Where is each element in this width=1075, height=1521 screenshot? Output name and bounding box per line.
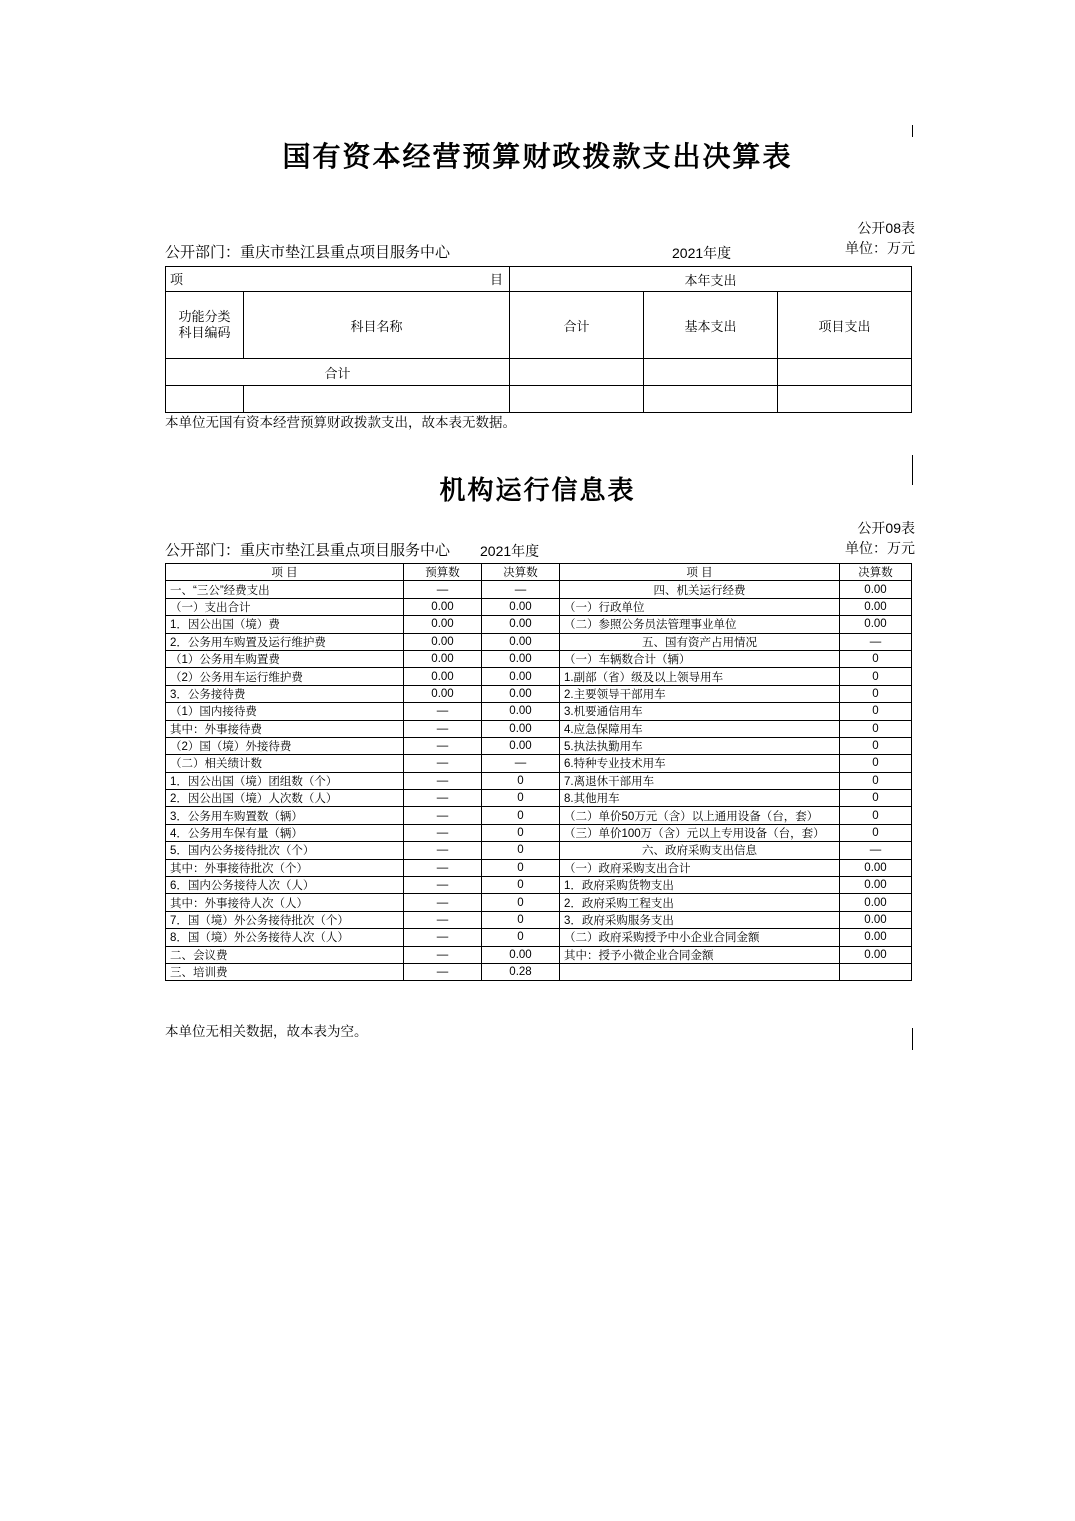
header-col-code: 功能分类 科目编码	[166, 292, 244, 359]
section1-year: 2021年度	[672, 245, 732, 261]
row-budget-value: —	[404, 703, 482, 720]
header-col-project: 项目支出	[778, 292, 912, 359]
row-left-label: 三、培训费	[166, 963, 404, 980]
row-left-label: 3．公务接待费	[166, 685, 404, 702]
header-item-left: 项	[170, 272, 184, 287]
header-item-left: 项 目	[166, 564, 404, 581]
row-right-label: 四、机关运行经费	[560, 581, 840, 598]
row-right-label: 6.特种专业技术用车	[560, 755, 840, 772]
row-final-value: 0.00	[482, 685, 560, 702]
row-final-value: 0.00	[482, 737, 560, 754]
table-row	[166, 859, 912, 876]
row-right-final-value: —	[840, 842, 912, 859]
row-right-label: （一）政府采购支出合计	[560, 859, 840, 876]
empty-cell-name	[244, 386, 510, 413]
row-right-final-value	[840, 963, 912, 980]
row-budget-value: —	[404, 963, 482, 980]
table-row	[166, 685, 912, 702]
header-col-total: 合计	[510, 292, 644, 359]
section1-note: 本单位无国有资本经营预算财政拨款支出，故本表无数据。	[165, 415, 516, 430]
row-final-value: 0	[482, 894, 560, 911]
table-row	[166, 616, 912, 633]
row-right-final-value: 0	[840, 703, 912, 720]
empty-cell-project	[778, 386, 912, 413]
total-row-project	[778, 359, 912, 386]
section1-title: 国有资本经营预算财政拨款支出决算表	[282, 141, 793, 172]
row-left-label: （二）相关绩计数	[166, 755, 404, 772]
row-left-label: （2）公务用车运行维护费	[166, 668, 404, 685]
row-right-label: 8.其他用车	[560, 790, 840, 807]
row-right-final-value: 0.00	[840, 946, 912, 963]
table-row	[166, 650, 912, 667]
empty-cell-code	[166, 386, 244, 413]
row-left-label: （1）国内接待费	[166, 703, 404, 720]
header-budget: 预算数	[404, 564, 482, 581]
row-left-label: 2．因公出国（境）人次数（人）	[166, 790, 404, 807]
table-row	[166, 929, 912, 946]
row-final-value: 0.00	[482, 633, 560, 650]
row-right-label: （二）参照公务员法管理事业单位	[560, 616, 840, 633]
row-right-final-value: 0.00	[840, 877, 912, 894]
row-right-label: 2．政府采购工程支出	[560, 894, 840, 911]
row-right-final-value: 0.00	[840, 598, 912, 615]
row-left-label: 3．公务用车购置数（辆）	[166, 807, 404, 824]
row-right-final-value: 0.00	[840, 929, 912, 946]
row-right-final-value: 0	[840, 807, 912, 824]
table-row	[166, 894, 912, 911]
row-final-value: 0	[482, 859, 560, 876]
row-right-final-value: 0	[840, 650, 912, 667]
row-right-label: 4.应急保障用车	[560, 720, 840, 737]
row-budget-value: —	[404, 894, 482, 911]
table-row	[166, 633, 912, 650]
table-header-row	[166, 564, 912, 581]
row-left-label: （一）支出合计	[166, 598, 404, 615]
empty-cell-total	[510, 386, 644, 413]
table-row	[166, 877, 912, 894]
row-right-final-value: 0	[840, 737, 912, 754]
header-item-right: 项 目	[560, 564, 840, 581]
table-state-capital-budget	[165, 266, 912, 413]
header-col-basic: 基本支出	[644, 292, 778, 359]
row-right-label: 2.主要领导干部用车	[560, 685, 840, 702]
row-right-label: （三）单价100万（含）元以上专用设备（台，套）	[560, 824, 840, 841]
row-left-label: 其中：外事接待人次（人）	[166, 894, 404, 911]
row-left-label: 6．国内公务接待人次（人）	[166, 877, 404, 894]
table-row	[166, 737, 912, 754]
section2-year: 2021年度	[480, 543, 540, 559]
row-budget-value: —	[404, 946, 482, 963]
row-right-label: 其中：授予小微企业合同金额	[560, 946, 840, 963]
row-final-value: 0	[482, 772, 560, 789]
row-left-label: 二、会议费	[166, 946, 404, 963]
row-budget-value: 0.00	[404, 685, 482, 702]
row-final-value: 0.00	[482, 720, 560, 737]
row-right-label: 3．政府采购服务支出	[560, 911, 840, 928]
table-row	[166, 359, 912, 386]
table-row	[166, 963, 912, 980]
row-budget-value: —	[404, 929, 482, 946]
table-agency-operation-info	[165, 563, 912, 981]
row-right-final-value: 0	[840, 824, 912, 841]
row-final-value: 0	[482, 911, 560, 928]
row-final-value: 0	[482, 877, 560, 894]
row-budget-value: 0.00	[404, 668, 482, 685]
row-budget-value: —	[404, 824, 482, 841]
section2-unit: 单位：万元	[845, 540, 915, 556]
row-budget-value: —	[404, 790, 482, 807]
row-right-label: （二）政府采购授予中小企业合同金额	[560, 929, 840, 946]
row-final-value: 0.00	[482, 946, 560, 963]
row-right-final-value: 0	[840, 790, 912, 807]
row-left-label: 2．公务用车购置及运行维护费	[166, 633, 404, 650]
header-final: 决算数	[482, 564, 560, 581]
table-row	[166, 598, 912, 615]
row-budget-value: 0.00	[404, 633, 482, 650]
row-budget-value: —	[404, 720, 482, 737]
table-row	[166, 755, 912, 772]
header-col-name: 科目名称	[244, 292, 510, 359]
section2-department: 公开部门：重庆市垫江县重点项目服务中心	[165, 542, 451, 559]
row-right-final-value: —	[840, 633, 912, 650]
row-right-final-value: 0	[840, 720, 912, 737]
section1-unit: 单位：万元	[845, 240, 915, 256]
row-final-value: 0	[482, 790, 560, 807]
row-left-label: 1．因公出国（境）团组数（个）	[166, 772, 404, 789]
table-row	[166, 292, 912, 359]
row-final-value: 0.00	[482, 650, 560, 667]
row-right-label	[560, 963, 840, 980]
row-left-label: （2）国（境）外接待费	[166, 737, 404, 754]
table-row	[166, 842, 912, 859]
row-budget-value: —	[404, 807, 482, 824]
table-row	[166, 790, 912, 807]
row-right-label: 五、国有资产占用情况	[560, 633, 840, 650]
row-left-label: 8．国（境）外公务接待人次（人）	[166, 929, 404, 946]
table-row	[166, 668, 912, 685]
row-left-label: 一、“三公”经费支出	[166, 581, 404, 598]
row-right-final-value: 0.00	[840, 581, 912, 598]
row-right-final-value: 0.00	[840, 894, 912, 911]
total-row-basic	[644, 359, 778, 386]
row-right-final-value: 0	[840, 668, 912, 685]
row-final-value: 0	[482, 842, 560, 859]
section2-form-number: 公开09表	[857, 520, 915, 536]
row-right-final-value: 0	[840, 772, 912, 789]
page-edge-mark-3	[912, 1028, 913, 1050]
row-final-value: 0.28	[482, 963, 560, 980]
section2-title: 机构运行信息表	[439, 475, 636, 505]
section2-meta-right	[845, 518, 915, 558]
section1-department: 公开部门：重庆市垫江县重点项目服务中心	[165, 244, 451, 261]
row-budget-value: —	[404, 877, 482, 894]
row-final-value: 0	[482, 929, 560, 946]
row-right-label: （二）单价50万元（含）以上通用设备（台，套）	[560, 807, 840, 824]
row-budget-value: —	[404, 737, 482, 754]
row-final-value: —	[482, 581, 560, 598]
row-right-label: 3.机要通信用车	[560, 703, 840, 720]
row-right-final-value: 0.00	[840, 911, 912, 928]
row-budget-value: —	[404, 842, 482, 859]
row-right-final-value: 0	[840, 685, 912, 702]
row-budget-value: —	[404, 772, 482, 789]
header-final-right: 决算数	[840, 564, 912, 581]
table-row	[166, 703, 912, 720]
row-left-label: 其中：外事接待费	[166, 720, 404, 737]
row-right-label: 六、政府采购支出信息	[560, 842, 840, 859]
row-final-value: 0	[482, 824, 560, 841]
row-right-label: 5.执法执勤用车	[560, 737, 840, 754]
row-left-label: （1）公务用车购置费	[166, 650, 404, 667]
row-budget-value: —	[404, 755, 482, 772]
row-right-final-value: 0	[840, 755, 912, 772]
row-left-label: 4．公务用车保有量（辆）	[166, 824, 404, 841]
empty-cell-basic	[644, 386, 778, 413]
row-left-label: 7．国（境）外公务接待批次（个）	[166, 911, 404, 928]
table-row	[166, 267, 912, 292]
row-final-value: 0.00	[482, 703, 560, 720]
row-budget-value: 0.00	[404, 598, 482, 615]
row-budget-value: —	[404, 859, 482, 876]
section1-form-number: 公开08表	[857, 220, 915, 236]
row-budget-value: 0.00	[404, 650, 482, 667]
row-left-label: 5．国内公务接待批次（个）	[166, 842, 404, 859]
page-edge-mark-1	[912, 125, 913, 137]
section1-meta-right	[845, 218, 915, 258]
header-item-cell	[166, 267, 510, 292]
row-right-final-value: 0.00	[840, 859, 912, 876]
row-budget-value: —	[404, 581, 482, 598]
table-row	[166, 911, 912, 928]
table-row	[166, 386, 912, 413]
table-row	[166, 946, 912, 963]
section2-note: 本单位无相关数据，故本表为空。	[165, 1024, 368, 1039]
row-final-value: 0.00	[482, 668, 560, 685]
row-final-value: 0.00	[482, 616, 560, 633]
row-left-label: 其中：外事接待批次（个）	[166, 859, 404, 876]
row-right-label: 7.离退休干部用车	[560, 772, 840, 789]
table-row	[166, 581, 912, 598]
row-final-value: —	[482, 755, 560, 772]
table-row	[166, 772, 912, 789]
table-row	[166, 824, 912, 841]
row-left-label: 1．因公出国（境）费	[166, 616, 404, 633]
row-right-final-value: 0.00	[840, 616, 912, 633]
row-right-label: （一）车辆数合计（辆）	[560, 650, 840, 667]
header-current-year: 本年支出	[510, 267, 912, 292]
row-budget-value: —	[404, 911, 482, 928]
total-row-total	[510, 359, 644, 386]
row-right-label: （一）行政单位	[560, 598, 840, 615]
header-item-right: 目	[489, 272, 503, 287]
row-right-label: 1．政府采购货物支出	[560, 877, 840, 894]
row-final-value: 0	[482, 807, 560, 824]
row-final-value: 0.00	[482, 598, 560, 615]
table-row	[166, 807, 912, 824]
row-budget-value: 0.00	[404, 616, 482, 633]
table-row	[166, 720, 912, 737]
row-right-label: 1.副部（省）级及以上领导用车	[560, 668, 840, 685]
total-row-label: 合计	[166, 359, 510, 386]
